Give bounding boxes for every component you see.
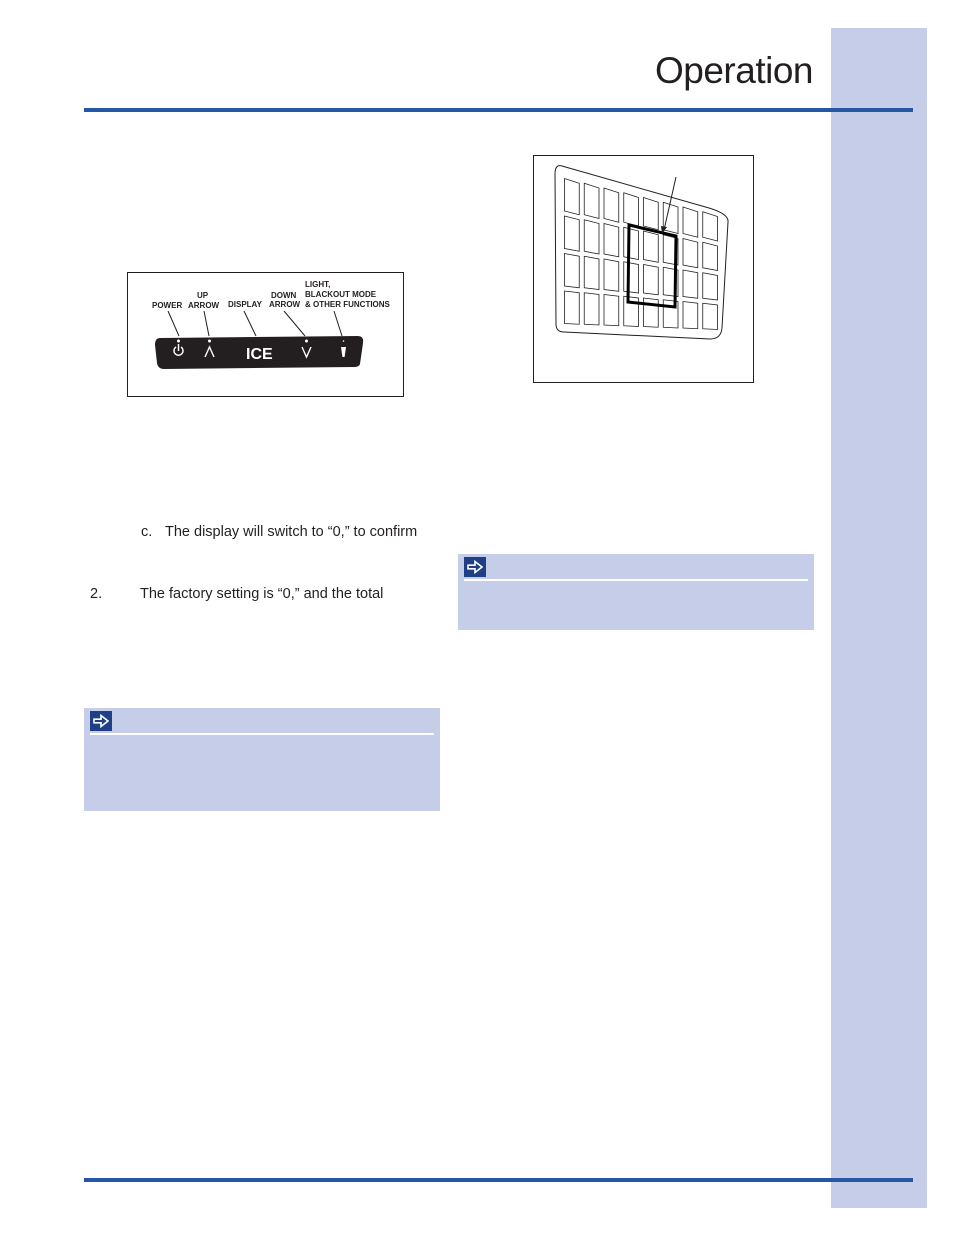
grid-cell: [565, 291, 580, 324]
grid-cell: [584, 183, 599, 218]
label-down-arrow-2: ARROW: [269, 300, 301, 309]
grid-cell: [604, 295, 619, 326]
grid-cell: [644, 265, 659, 295]
grid-cell: [683, 302, 698, 329]
grid-cell: [644, 198, 659, 230]
grid-cell: [565, 254, 580, 288]
grid-cell: [703, 242, 718, 270]
label-light-1: LIGHT,: [305, 280, 331, 289]
footer-rule: [84, 1178, 913, 1182]
step-c-text: The display will switch to “0,” to confirm: [165, 524, 418, 540]
grid-cell: [624, 296, 639, 326]
leader-lines: [168, 311, 342, 336]
grid-cell: [584, 256, 599, 289]
label-down-arrow-1: DOWN: [271, 291, 297, 300]
ice-grid-figure: [533, 155, 754, 383]
note-box-right: [458, 554, 814, 630]
step-c-label: c.: [141, 524, 153, 540]
label-up-arrow-1: UP: [197, 291, 209, 300]
side-tab: [831, 28, 927, 1208]
note-divider: [464, 579, 808, 581]
grid-cell: [565, 216, 580, 251]
grid-cell: [644, 231, 659, 262]
grid-cell: [703, 303, 718, 329]
grid-cell: [683, 270, 698, 298]
control-panel-figure: [127, 272, 404, 397]
grid-cell: [604, 259, 619, 291]
pointer-line: [664, 177, 676, 230]
grid-cell: [565, 179, 580, 215]
grid-cell: [703, 212, 718, 241]
arrow-right-icon: [90, 711, 112, 731]
label-display: DISPLAY: [228, 300, 262, 309]
arrow-right-icon: [464, 557, 486, 577]
note-box-left: [84, 708, 440, 811]
grid-cell: [604, 224, 619, 257]
grid-cell: [624, 193, 639, 226]
grid-cell: [683, 239, 698, 268]
step-2-text: The factory setting is “0,” and the total: [140, 586, 384, 602]
grid-outline: [555, 166, 728, 339]
label-power: POWER: [152, 301, 183, 310]
step-2-label: 2.: [90, 586, 103, 602]
note-divider: [90, 733, 434, 735]
grid-cells: [565, 179, 718, 330]
page-title: Operation: [655, 50, 813, 91]
grid-cell: [624, 262, 639, 293]
label-light-2: BLACKOUT MODE: [305, 290, 377, 299]
grid-cell: [683, 207, 698, 237]
grid-cell: [624, 227, 639, 259]
ice-grid-drawing: [534, 156, 753, 382]
grid-cell: [584, 293, 599, 325]
grid-cell: [584, 220, 599, 254]
label-up-arrow-2: ARROW: [188, 301, 220, 310]
grid-cell: [604, 188, 619, 222]
ice-display: ICE: [246, 346, 273, 363]
label-light-3: & OTHER FUNCTIONS: [305, 300, 390, 309]
control-panel-drawing: [128, 273, 403, 396]
grid-cell: [703, 273, 718, 300]
header-rule: [84, 108, 913, 112]
